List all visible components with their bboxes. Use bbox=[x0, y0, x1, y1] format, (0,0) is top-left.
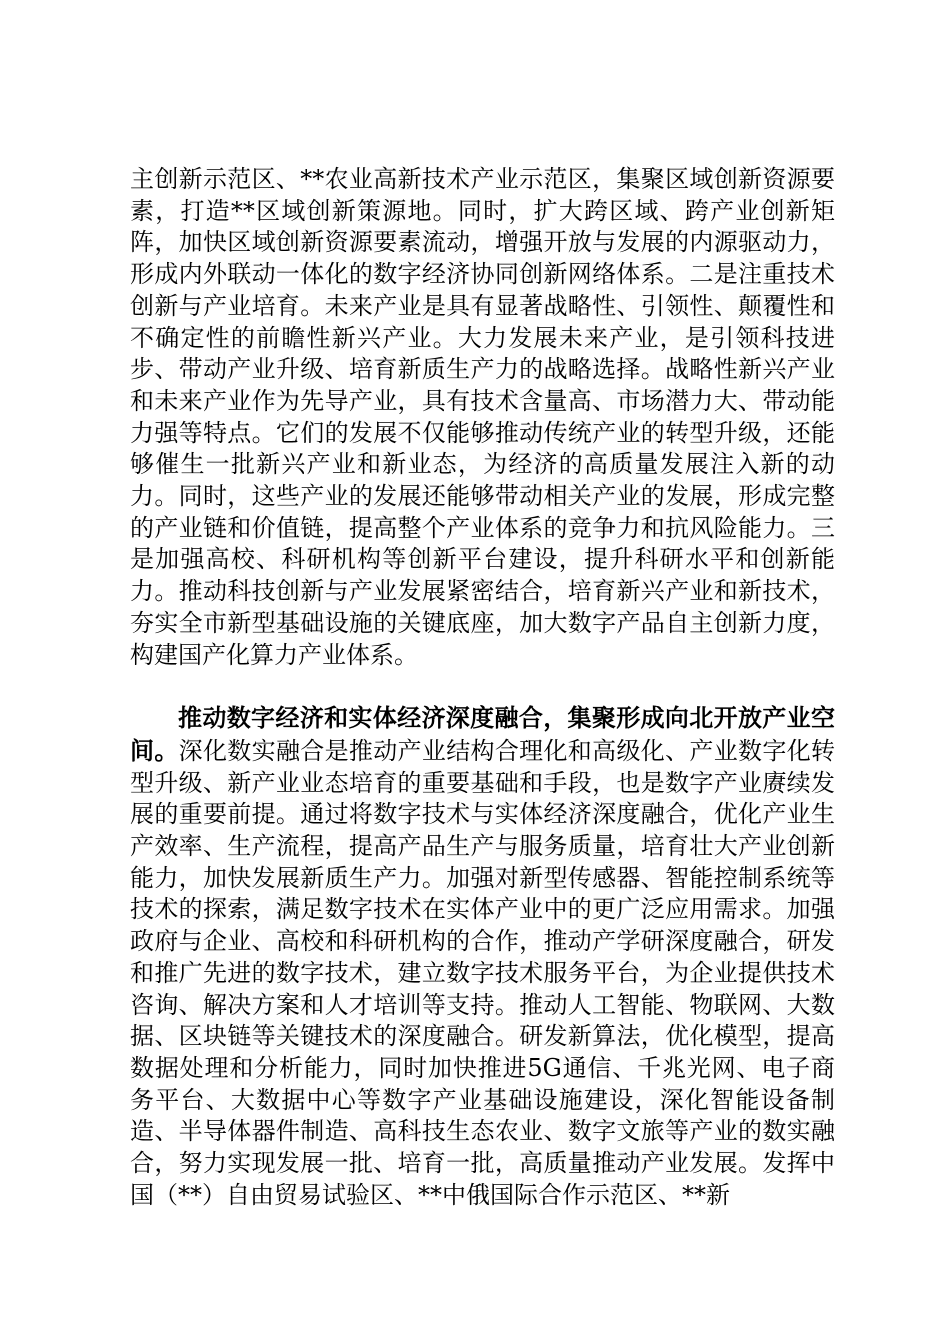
document-page bbox=[130, 164, 835, 1212]
paragraph-lead-heading: 推动数字经济和实体经济深度融合，集聚形成向北开放产业空间。 bbox=[130, 703, 835, 765]
body-paragraph-with-heading bbox=[130, 702, 835, 1211]
body-paragraph: 主创新示范区、**农业高新技术产业示范区，集聚区域创新资源要素，打造**区域创新策源地。同时，扩大跨区域、跨产业创新矩阵，加快区域创新资源要素流动，增强开放与发展的内源驱动力，形成内外联动一体化的数字经济协同创新网络体系。二是注重技术创新与产业培育。未来产业是具有显著战略性、引领性、颠覆性和不确定性的前瞻性新兴产业。大力发展未来产业，是引领科技进步、带动产业升级、培育新质生产力的战略选择。战略性新兴产业和未来产业作为先导产业，具有技术含量高、市场潜力大、带动能力强等特点。它们的发展不仅能够推动传统产业的转型升级，还能够催生一批新兴产业和新业态，为经济的高质量发展注入新的动力。同时，这些产业的发展还能够带动相关产业的发展，形成完整的产业链和价值链，提高整个产业体系的竞争力和抗风险能力。三是加强高校、科研机构等创新平台建设，提升科研水平和创新能力。推动科技创新与产业发展紧密结合，培育新兴产业和新技术，夯实全市新型基础设施的关键底座，加大数字产品自主创新力度，构建国产化算力产业体系。 bbox=[130, 165, 835, 669]
paragraph-body-text: 深化数实融合是推动产业结构合理化和高级化、产业数字化转型升级、新产业业态培育的重要基础和手段，也是数字产业赓续发展的重要前提。通过将数字技术与实体经济深度融合，优化产业生产效率、生产流程，提高产品生产与服务质量，培育壮大产业创新能力，加快发展新质生产力。加强对新型传感器、智能控制系统等技术的探索，满足数字技术在实体产业中的更广泛应用需求。加强政府与企业、高校和科研机构的合作，推动产学研深度融合，研发和推广先进的数字技术，建立数字技术服务平台，为企业提供技术咨询、解决方案和人才培训等支持。推动人工智能、物联网、大数据、区块链等关键技术的深度融合。研发新算法，优化模型，提高数据处理和分析能力，同时加快推进5G通信、千兆光网、电子商务平台、大数据中心等数字产业基础设施建设，深化智能设备制造、半导体器件制造、高科技生态农业、数字文旅等产业的数实融合，努力实现发展一批、培育一批，高质量推动产业发展。发挥中国（**）自由贸易试验区、**中俄国际合作示范区、**新 bbox=[130, 736, 836, 1209]
